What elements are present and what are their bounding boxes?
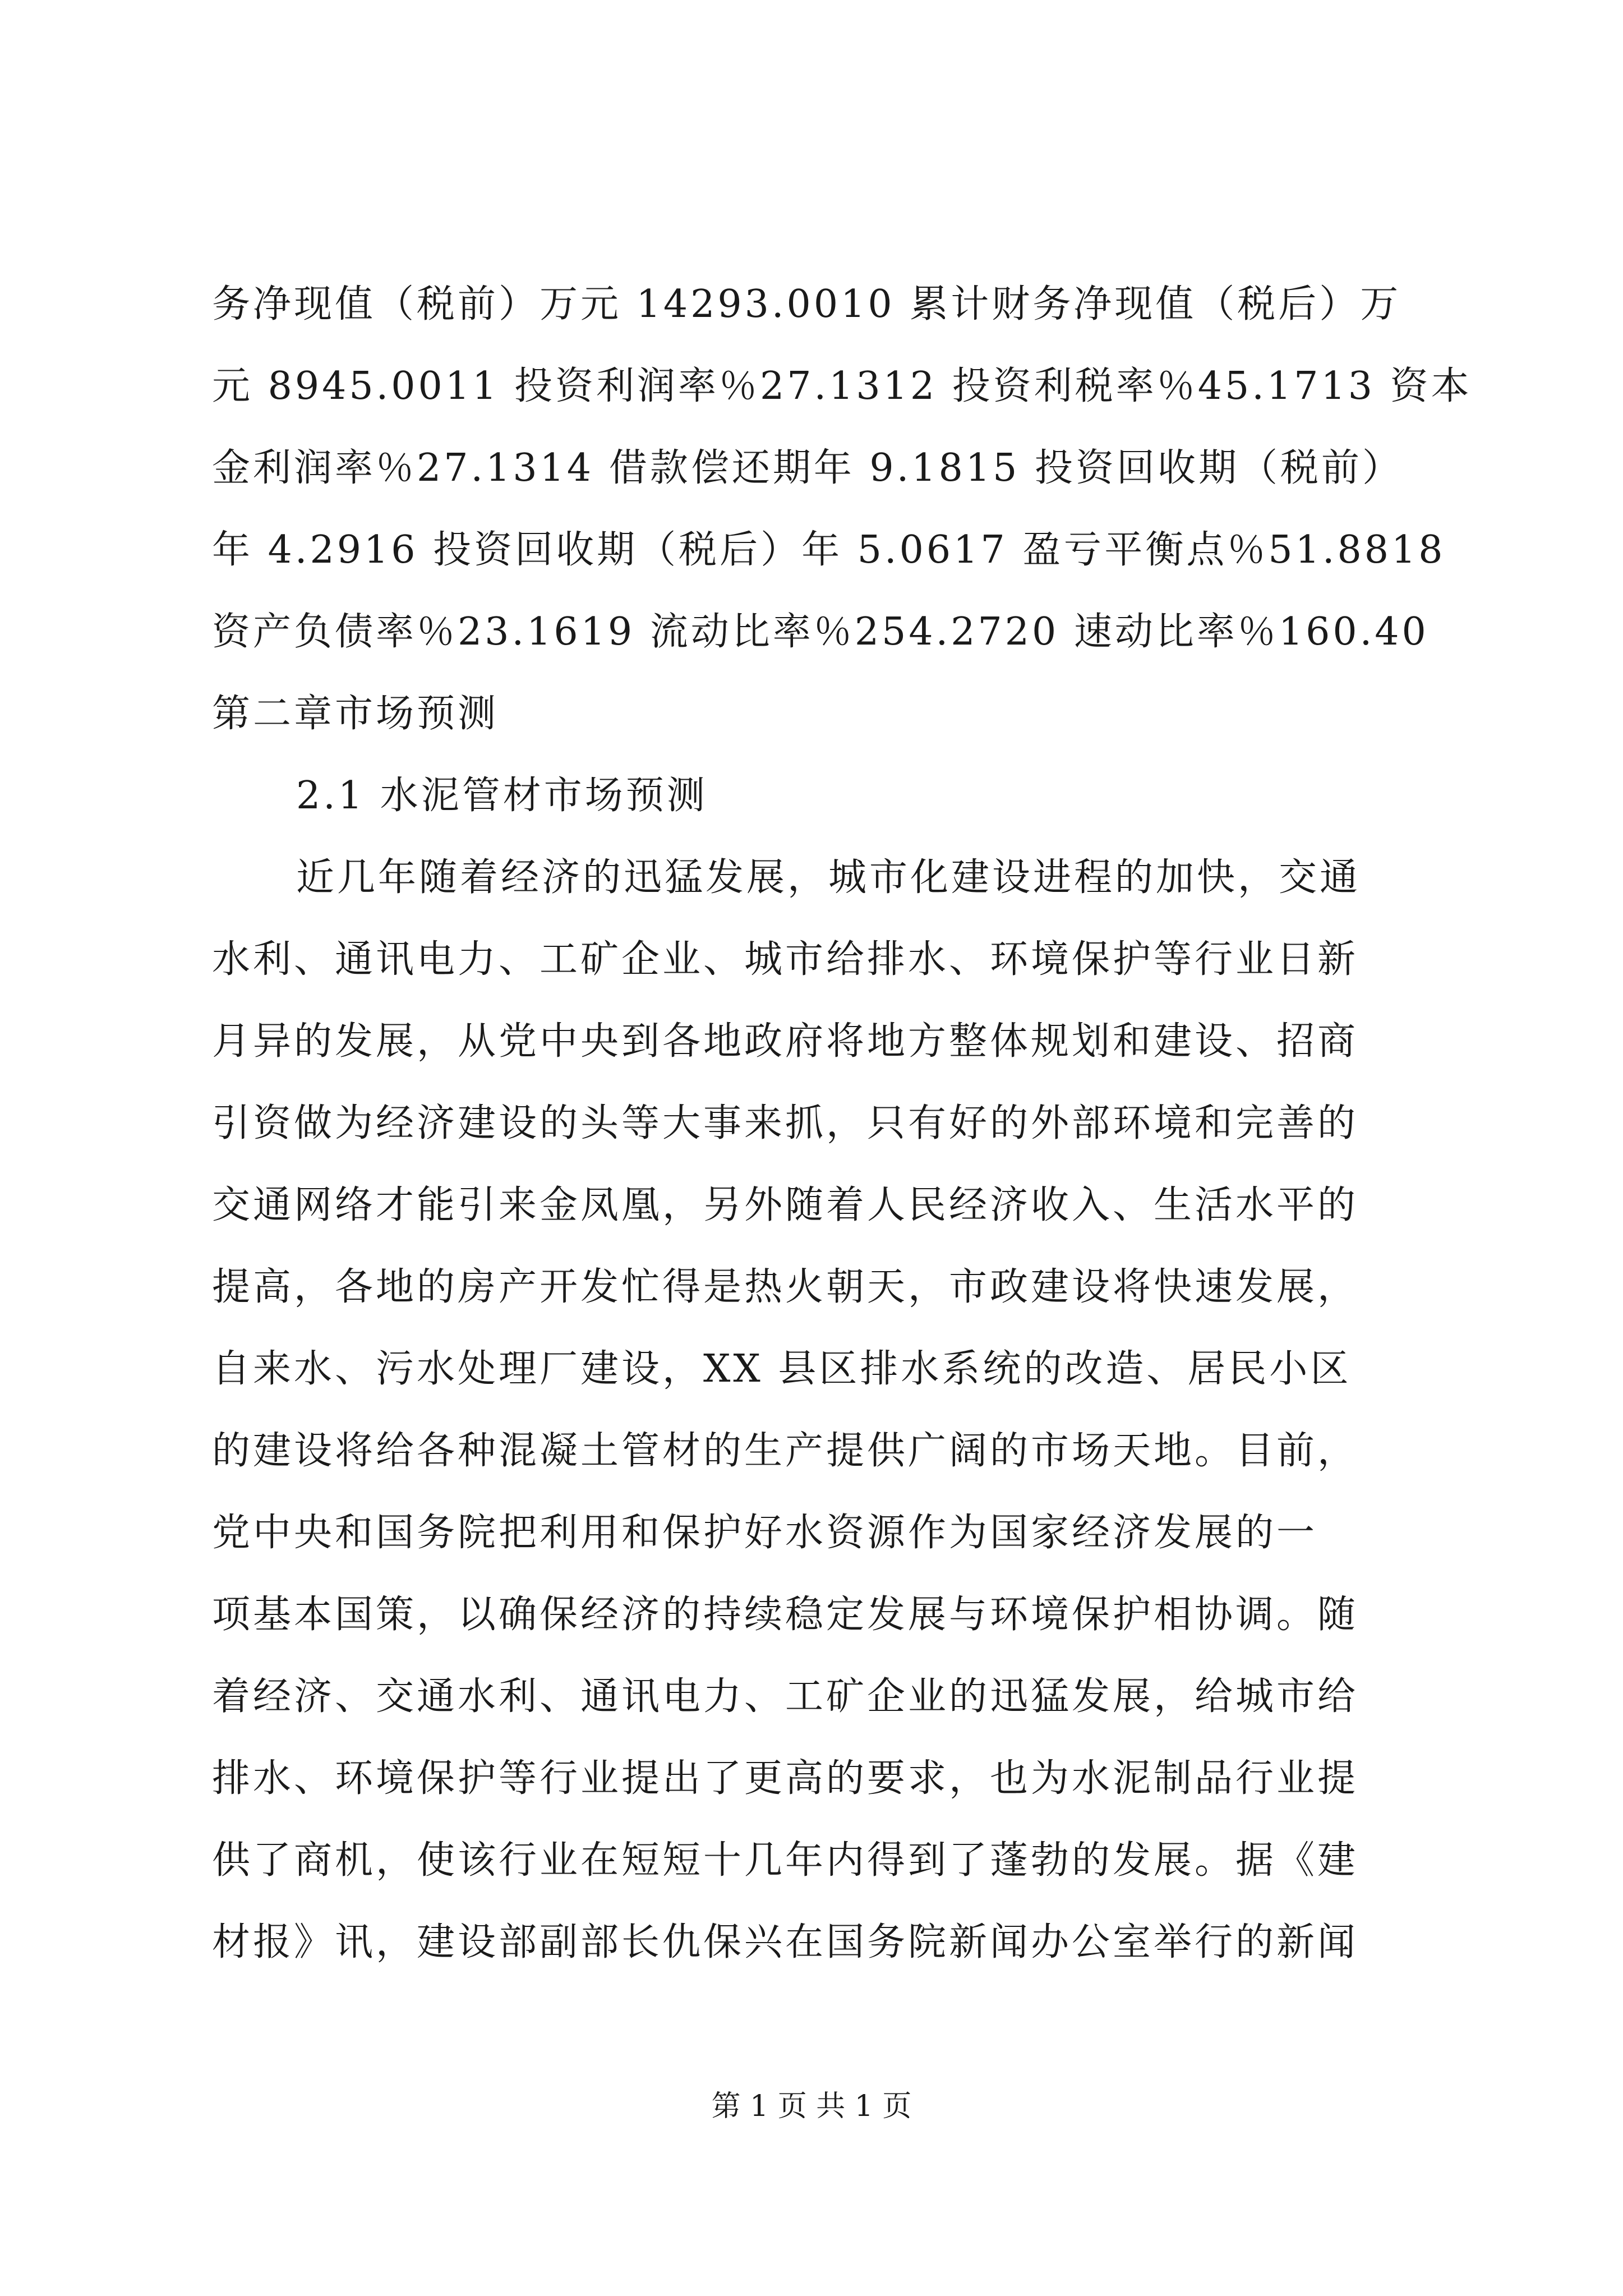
text-line: 项基本国策，以确保经济的持续稳定发展与环境保护相协调。随 [212,1593,1359,1637]
text-line: 年 4.2916 投资回收期（税后）年 5.0617 盈亏平衡点％51.8818 [212,528,1446,572]
text-line: 务净现值（税前）万元 14293.0010 累计财务净现值（税后）万 [212,282,1401,326]
document-body [212,264,1472,1984]
page-footer: 第 1 页 共 1 页 [711,2090,912,2123]
text-line: 引资做为经济建设的头等大事来抓，只有好的外部环境和完善的 [212,1101,1359,1145]
text-line: 金利润率％27.1314 借款偿还期年 9.1815 投资回收期（税前） [212,446,1403,490]
text-line: 提高，各地的房产开发忙得是热火朝天，市政建设将快速发展， [212,1265,1359,1309]
text-line: 材报》讯，建设部副部长仇保兴在国务院新闻办公室举行的新闻 [212,1920,1359,1964]
paragraph-first-line: 近几年随着经济的迅猛发展，城市化建设进程的加快，交通 [296,855,1361,900]
text-line: 月异的发展，从党中央到各地政府将地方整体规划和建设、招商 [212,1019,1359,1064]
text-line: 资产负债率％23.1619 流动比率％254.2720 速动比率％160.40 [212,610,1429,654]
text-line: 供了商机，使该行业在短短十几年内得到了蓬勃的发展。据《建 [212,1838,1359,1883]
text-line: 排水、环境保护等行业提出了更高的要求，也为水泥制品行业提 [212,1756,1359,1801]
text-line: 交通网络才能引来金凤凰，另外随着人民经济收入、生活水平的 [212,1183,1359,1227]
text-line: 水利、通讯电力、工矿企业、城市给排水、环境保护等行业日新 [212,937,1359,982]
text-line: 着经济、交通水利、通讯电力、工矿企业的迅猛发展，给城市给 [212,1674,1359,1719]
chapter-heading: 第二章市场预测 [212,692,499,736]
text-line: 元 8945.0011 投资利润率％27.1312 投资利税率％45.1713 资本 [212,364,1472,408]
text-line: 的建设将给各种混凝土管材的生产提供广阔的市场天地。目前， [212,1429,1359,1473]
text-line: 自来水、污水处理厂建设，XX 县区排水系统的改造、居民小区 [212,1347,1352,1391]
text-line: 党中央和国务院把利用和保护好水资源作为国家经济发展的一 [212,1511,1318,1555]
section-heading: 2.1 水泥管材市场预测 [296,774,708,818]
